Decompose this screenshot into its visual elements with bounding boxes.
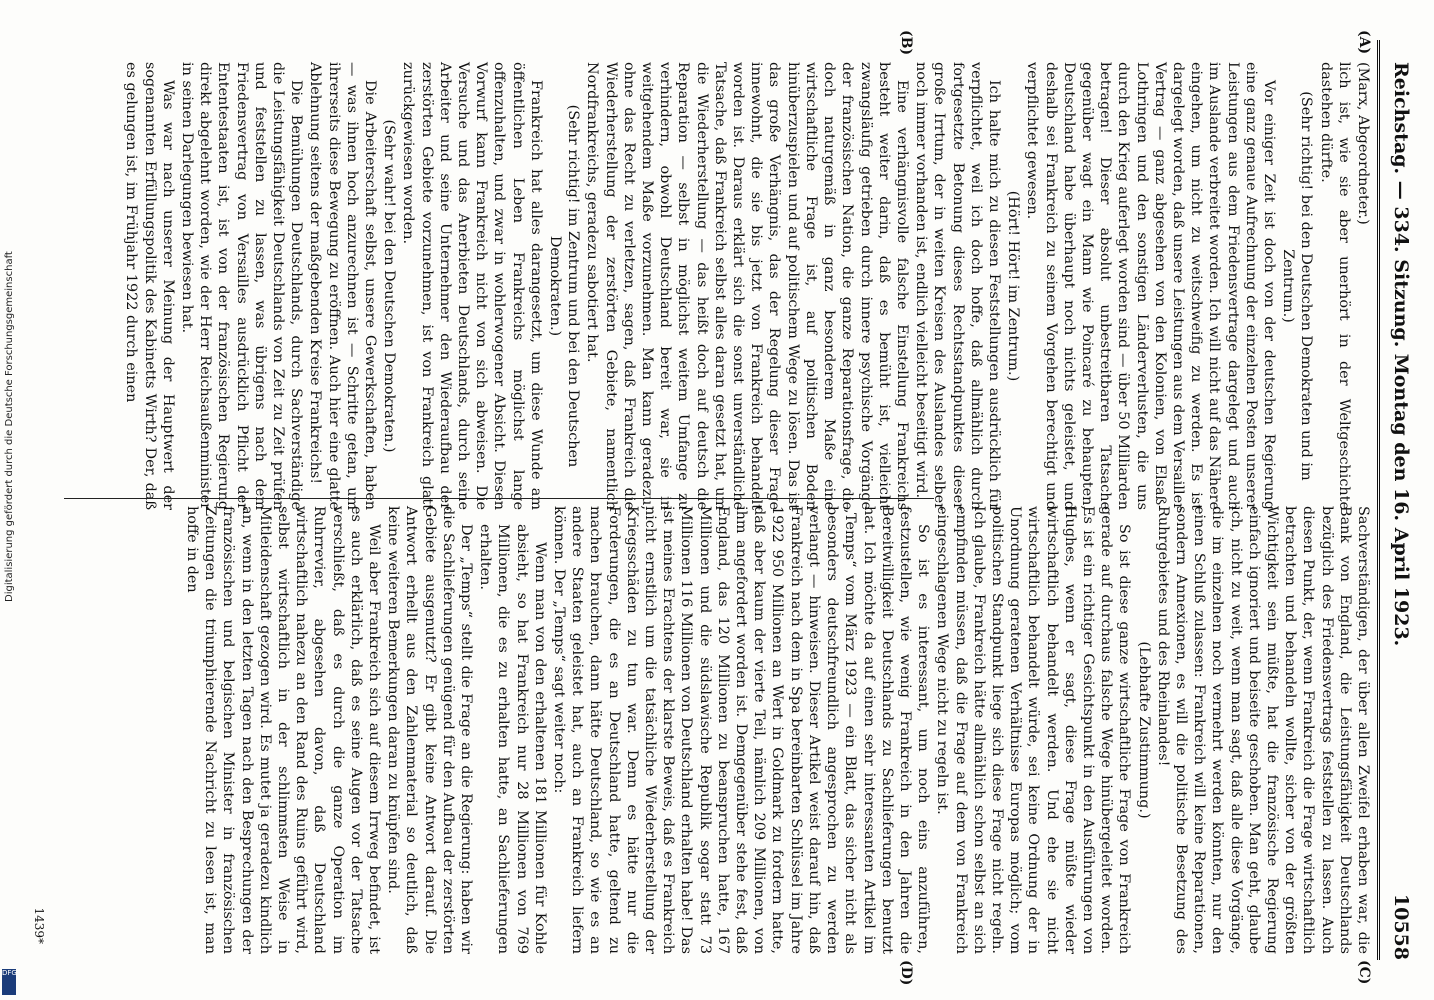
page-header: [1377, 40, 1420, 960]
margin-letter-d: (D): [898, 960, 914, 986]
right-text-column: [182, 506, 1372, 954]
paragraph: (Hört! Hört! im Zentrum.): [1005, 190, 1022, 382]
paragraph: Ich halte mich zu diesen Feststellungen ausdrücklich für verpflichtet, weil ich doch hoffe, daß allmählich durch fortgesetzte Betonung dieses Rechtsstandpunktes dieser große Irrtum, der in weiten Kreisen des Auslandes selber noch immer vorhanden ist, endlich vielleicht beseitigt wird.: [913, 62, 1002, 510]
paragraph: (Marx, Abgeordneter.): [1355, 62, 1371, 225]
paragraph: Die Arbeiterschaft selbst, unsere Gewerkschaften, haben — was ihnen hoch anzurechnen ist — Schritte getan, um ihrerseits diese Bewegung zu eröffnen. Auch hier eine glatte Ablehnung seitens der maßgebenden Kreise Frankreichs!: [307, 62, 379, 510]
header-session: Reichstag. — 334. Sitzung.: [1390, 62, 1412, 348]
paragraph: Eine verhängnisvolle falsche Einstellung Frankreichs besteht weiter darin, daß es bemüht ist, vielleicht zwangsläufig getrieben durch innere psychische Vorgänge der französischen Nation, die ganze Reparationsfrage, die doch naturgemäß in ganz besonderem Maße eine wirtschaftliche Frage ist, auf politischen Boden hinüberzuspielen und auf politischem Wege zu lösen. Das ist das große Verhängnis, das der Regelung dieser Frage innewohnt, die sie bis jetzt von Frankreich behandelt worden ist. Daraus erklärt sich die sonst unverständliche Tatsache, daß Frankreich selbst alles daran gesetzt hat, um die Wiederherstellung — das heißt doch auf deutsch die Reparation — selbst in möglichst weitem Umfange zu verhindern, obwohl Deutschland bereit war, sie in weitgehendem Maße vorzunehmen. Man kann geradezu, ohne das Recht zu verletzen, sagen, daß Frankreich die Wiederherstellung der zerstörten Gebiete, namentlich Nordfrankreichs, geradezu sabotiert hat.: [584, 62, 910, 510]
column-divider: [64, 498, 934, 499]
header-date: Montag den 16. April 1923.: [1390, 353, 1412, 647]
paragraph: Frankreich hat alles darangesetzt, um diese Wunde am öffentlichen Leben Frankreichs möglichst lange offenzuhalten, und zwar in wohlerwogener Absicht. Diesen Vorwurf kann Frankreich nicht von sich abweisen. Die Versuche und das Anerbieten Deutschlands, durch seine Arbeiter und seine Unternehmer den Wiederaufbau der zerstörten Gebiete vorzunehmen, ist von Frankreich glatt zurückgewiesen worden.: [400, 62, 544, 510]
paragraph: Wenn man von den erhaltenen 181 Millionen für Kohle absieht, so hat Frankreich nur 28 Millionen von 769 Millionen, die es zu erhalten hatte, an Sachlieferungen erhalten.: [477, 524, 548, 954]
paragraph: (Lebhafte Zustimmung.): [1135, 641, 1152, 819]
paragraph: Sachverständigen, der über allen Zweifel erhaben war, die Bank von England, die Leistungsfähigkeit Deutschlands bezüglich des Friedensvertrags feststellen zu lassen. Auch diesen Punkt, der, wenn Frankreich die Frage wirtschaftlich betrachten und behandeln wollte, sicher von der größten Wichtigkeit sein müßte, hat die französische Regierung einfach ignoriert und beiseite geschoben. Man geht, glaube ich, nicht zu weit, wenn man sagt, daß alle diese Vorgänge, die im einzelnen noch vermehrt werden könnten, nur den einen Schluß zulassen: Frankreich will keine Reparationen, sondern Annexionen, es will die politische Besetzung des Ruhrgebietes und des Rheinlandes!: [1154, 506, 1371, 954]
dfg-logo-icon: DFG: [2, 969, 16, 995]
paragraph: (Sehr richtig! im Zentrum und bei den Deutschen Demokraten.): [547, 104, 582, 468]
paragraph: Was war nach unserer Meinung der Hauptwert der sogenannten Erfüllungspolitik des Kabinetts Wirth? Der, daß es gelungen ist, im Frühjahr 1922 durch einen: [123, 62, 176, 510]
paragraph: Vor einiger Zeit ist doch von der deutschen Regierung eine ganz genaue Aufrechnung der einzelnen Posten unserer Leistungen aus dem Friedensvertrage dargelegt und auch im Auslande verbreitet worden. Ich will nicht auf das Nähere eingehen, um nicht zu weitschweifig zu werden. Es ist dargelegt worden, daß unsere Leistungen aus dem Versailler Vertrag — ganz abgesehen von den Kolonien, von Elsaß-Lothringen und den sonstigen Länderverlusten, die uns durch den Krieg auferlegt worden sind — über 50 Milliarden betragen! Dieser absolut unbestreitbaren Tatsache gegenüber wagt ein Mann wie Poincaré zu behaupten, Deutschland habe überhaupt noch nichts geleistet, und deshalb sei Frankreich zu seinem Vorgehen berechtigt und verpflichtet gewesen.: [1024, 62, 1277, 510]
margin-letter-a: (A): [1356, 30, 1372, 55]
paragraph: Der „Temps“ stellt die Frage an die Regierung: haben wir die Sachlieferungen genügend für den Aufbau der zerstörten Gebiete ausgenutzt? Er gibt keine Antwort darauf. Die Antwort erhellt aus den Zahlenmaterial so deutlich, daß keine weiteren Bemerkungen daran zu knüpfen sind.: [385, 506, 475, 954]
paragraph: So ist es interessant, um noch eins anzuführen, festzustellen, wie wenig Frankreich in den Jahren die Bereitwilligkeit Deutschlands zu Sachlieferungen benutzt hat. Ich möchte da auf einen sehr interessanten Artikel im „Temps“ vom März 1923 — ein Blatt, das sicher nicht als besonders deutschfreundlich angesprochen zu werden verlangt — hinweisen. Dieser Artikel weist darauf hin, daß Frankreich nach dem in Spa bereinbarten Schlüssel im Jahre 1922 950 Millionen an Wert in Goldmark zu fordern hatte, daß aber kaum der vierte Teil, nämlich 209 Millionen, von ihm angefordert worden ist. Demgegenüber stehe fest, daß England, das 120 Millionen zu beanspruchen hatte, 167 Millionen und die südslawische Republik sogar statt 73 Millionen 116 Millionen von Deutschland erhalten habe! Das ist meines Erachtens der klarste Beweis, daß es Frankreich nicht ernstlich um die tatsächliche Wiederherstellung der Kriegsschäden zu tun war. Denn es hätte nur die Forderungen, die es an Deutschland hatte, geltend zu machen brauchen, dann hätte Deutschland, so wie es an andere Staaten geleistet hat, auch an Frankreich liefern können. Der „Temps“ sagt weiter noch:: [551, 506, 932, 954]
header-page-number: 10558: [1390, 893, 1412, 960]
left-text-column: [121, 62, 1372, 510]
paragraph: (Sehr richtig! bei den Deutschen Demokraten und im Zentrum.): [1280, 91, 1315, 481]
paragraph: (Sehr wahr! bei den Deutschen Demokraten.): [381, 119, 398, 453]
paragraph: So ist diese ganze wirtschaftliche Frage von Frankreich gerade auf durchaus falsche Wege hinübergeleitet worden. Es ist ein richtiger Gesichtspunkt in den Ausführungen von Hughes, wenn er sagt, diese Frage müßte wieder wirtschaftlich behandelt werden. Und ehe sie nicht wirtschaftlich behandelt würde, sei keine Ordnung der in Unordnung geratenen Verhältnisse Europas möglich; vom politischen Standpunkt liege sich diese Frage nicht regeln. Ich glaube, Frankreich hätte allmählich schon selbst an sich empfinden müssen, daß die Frage auf dem von Frankreich eingeschlagenen Wege nicht zu regeln ist.: [934, 506, 1133, 954]
paragraph: Weil aber Frankreich sich auf diesem Irrweg befindet, ist es auch erklärlich, daß es seine Augen vor der Tatsache verschließt, daß es durch die ganze Operation im Ruhrrevier, abgesehen davon, daß Deutschland wirtschaftlich nahezu an den Rand des Ruins geführt wird, selbst wirtschaftlich in der schlimmsten Weise in Mitleidenschaft gezogen wird. Es mutet ja geradezu kindlich an, wenn in den letzten Tagen nach den Besprechungen der französischen und belgischen Minister in französischen Zeitungen die triumphierende Nachricht zu lesen ist, man hoffe in den: [184, 506, 383, 954]
page-signature: 1439*: [32, 907, 46, 944]
paragraph: Die Bemühungen Deutschlands, durch Sachverständige die Leistungsfähigkeit Deutschlands von Zeit zu Zeit prüfen und feststellen zu lassen, was übrigens nach dem Friedensvertrag von Versailles ausdrücklich Pflicht der Ententestaaten ist, ist von der französischen Regierung direkt abgelehnt worden, wie der Herr Reichsaußenminister in seinen Darlegungen bewiesen hat.: [179, 62, 305, 510]
paragraph: lich ist, wie sie aber unerhört in der Weltgeschichte dastehen dürfte.: [1317, 62, 1352, 510]
margin-letter-b: (B): [898, 30, 914, 56]
digitization-credit: Digitalisierung gefördert durch die Deutsche Forschungsgemeinschaft: [4, 251, 15, 602]
margin-letter-c: (C): [1356, 960, 1372, 985]
